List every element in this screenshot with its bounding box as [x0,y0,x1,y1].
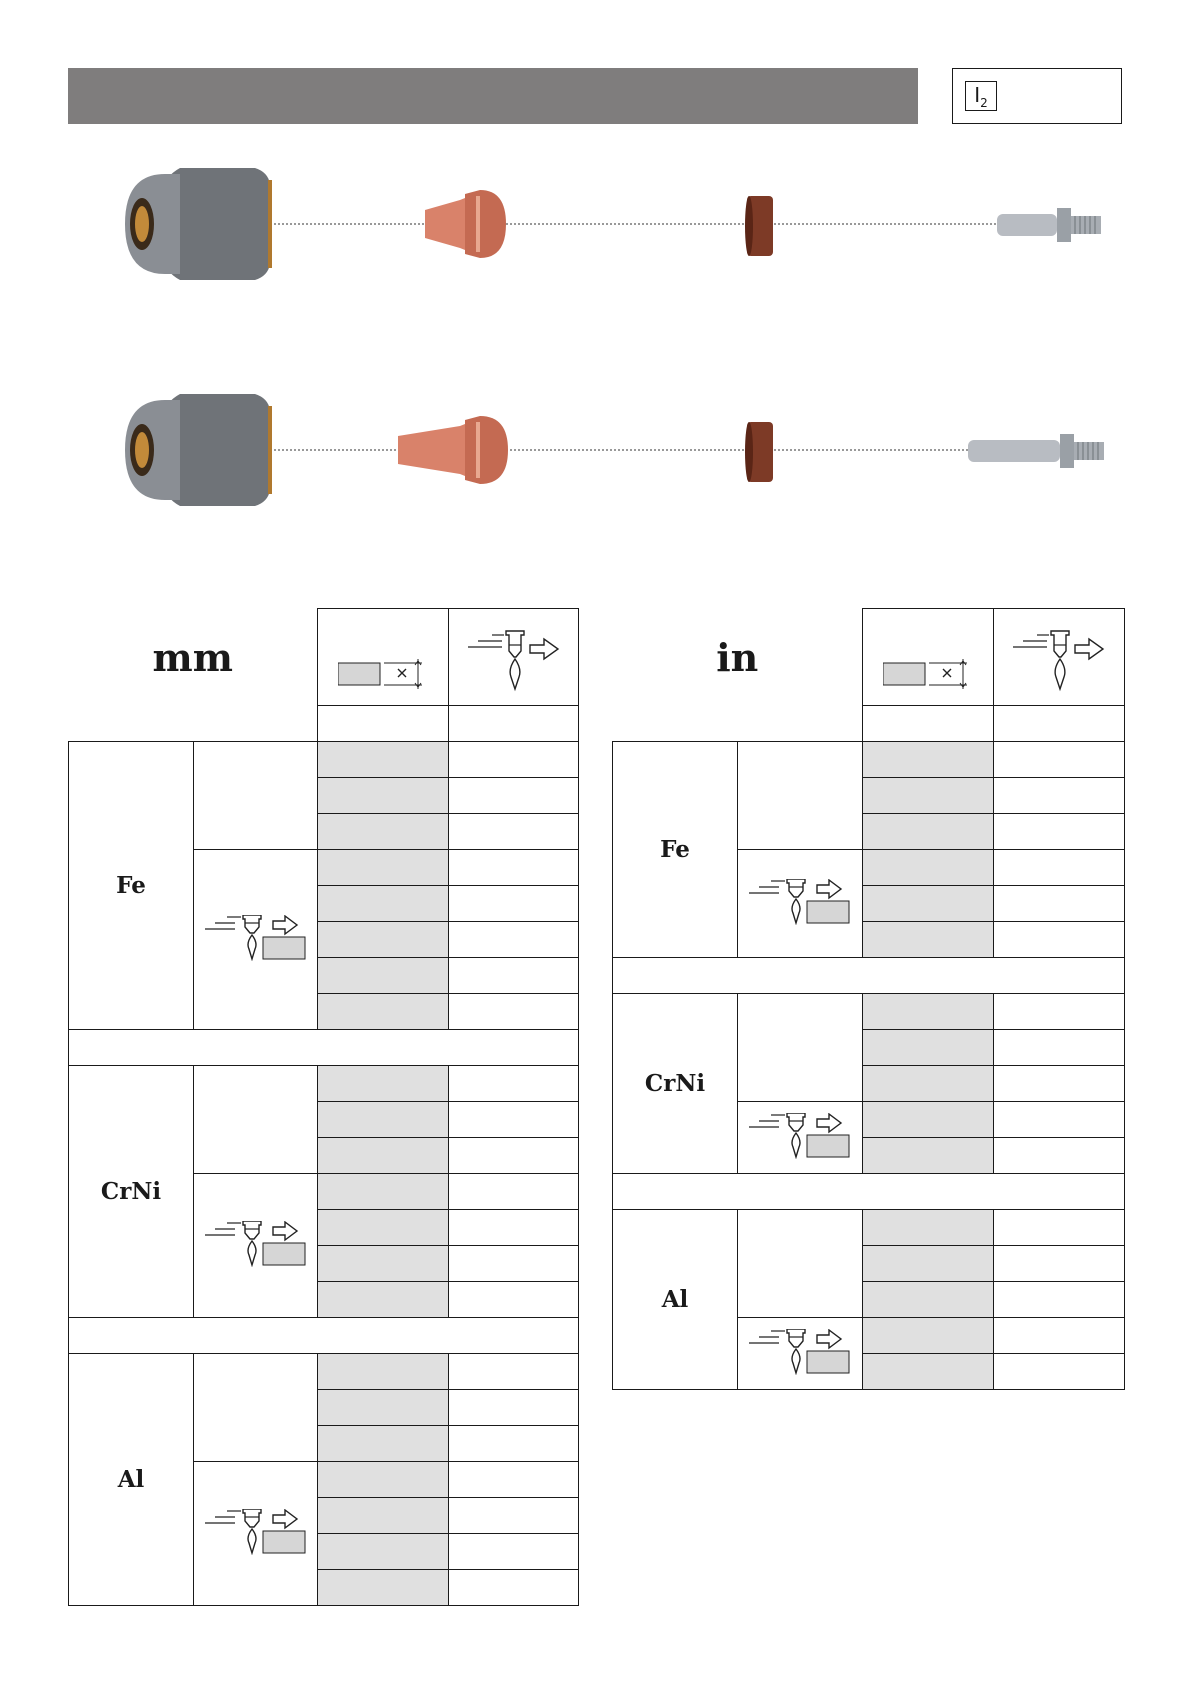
shield-cap-icon [125,168,272,280]
drag-cutting-cell [738,850,863,958]
unit-label: in [716,634,759,680]
drag-cutting-cell [194,1462,318,1606]
material-thickness-icon [338,655,428,695]
material-crni: CrNi [613,994,738,1174]
cutting-table-in [612,608,1125,1390]
drag-cut-icon [205,1221,307,1267]
drag-cutting-cell [194,1174,318,1318]
swirl-ring-icon [745,196,773,256]
parts-row-1 [120,160,1120,290]
drag-cutting-cell [194,850,318,1030]
thickness-header [863,609,994,706]
material-al: Al [613,1210,738,1390]
material-crni: CrNi [69,1066,194,1318]
cut-speed-header [449,609,579,706]
drag-cutting-cell [738,1318,863,1390]
torch-direction-icon [1009,617,1109,693]
shield-cap-icon [125,394,272,506]
material-thickness-icon [883,655,973,695]
parts-row-2 [120,388,1120,518]
drag-cut-icon [749,879,851,925]
electrode-icon [997,208,1101,242]
unit-label: mm [152,634,233,680]
page-code: $I_2$ [965,81,997,111]
cut-speed-header [994,609,1125,706]
drag-cut-icon [749,1113,851,1159]
material-fe: Fe [69,742,194,1030]
material-fe: Fe [613,742,738,958]
page-code-box [952,68,1122,124]
cutting-table-mm [68,608,579,1606]
torch-direction-icon [464,617,564,693]
drag-cut-icon [205,1509,307,1555]
swirl-ring-icon [745,422,773,482]
electrode-long-icon [968,434,1104,468]
drag-cut-icon [205,915,307,961]
thickness-header [318,609,449,706]
nozzle-short-icon [425,190,506,258]
material-al: Al [69,1354,194,1606]
header-bar [68,68,918,124]
nozzle-long-icon [398,416,508,484]
drag-cut-icon [749,1329,851,1375]
drag-cutting-cell [738,1102,863,1174]
